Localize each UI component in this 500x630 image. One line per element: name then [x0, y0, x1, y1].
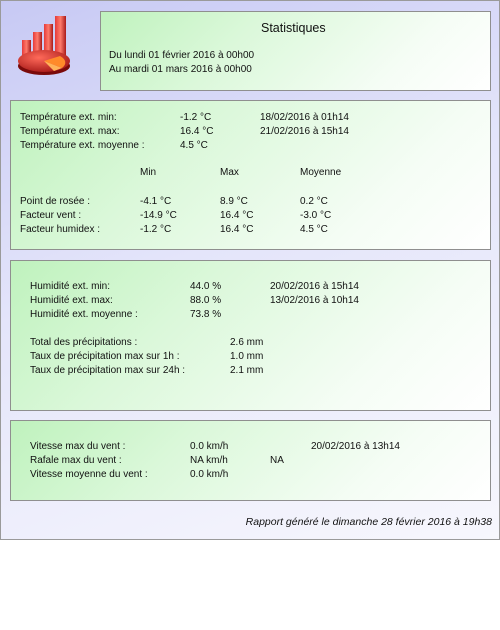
windchill-avg: -3.0 °C [300, 210, 332, 221]
rain-total-value: 2.6 mm [230, 337, 264, 348]
period-from: Du lundi 01 février 2016 à 00h00 [109, 50, 255, 61]
gust-max-label: Rafale max du vent : [30, 455, 122, 466]
col-min-header: Min [140, 167, 157, 178]
hum-max-value: 88.0 % [190, 295, 222, 306]
wind-max-label: Vitesse max du vent : [30, 441, 126, 452]
hum-max-date: 13/02/2016 à 10h14 [270, 295, 359, 306]
hum-avg-label: Humidité ext. moyenne : [30, 309, 138, 320]
temp-min-date: 18/02/2016 à 01h14 [260, 112, 349, 123]
hum-min-date: 20/02/2016 à 15h14 [270, 281, 359, 292]
humidex-max: 16.4 °C [220, 224, 254, 235]
wind-max-value: 0.0 km/h [190, 441, 229, 452]
temp-max-value: 16.4 °C [180, 126, 214, 137]
wind-avg-label: Vitesse moyenne du vent : [30, 469, 148, 480]
period-to: Au mardi 01 mars 2016 à 00h00 [109, 64, 252, 75]
statistics-chart-icon [14, 12, 78, 80]
dewpoint-avg: 0.2 °C [300, 196, 328, 207]
col-max-header: Max [220, 167, 239, 178]
dewpoint-max: 8.9 °C [220, 196, 248, 207]
rain-total-label: Total des précipitations : [30, 337, 138, 348]
rain-rate-1h-label: Taux de précipitation max sur 1h : [30, 351, 180, 362]
report-generated-note: Rapport généré le dimanche 28 février 2016 à 19h38 [245, 516, 492, 528]
wind-avg-value: 0.0 km/h [190, 469, 229, 480]
humidex-label: Facteur humidex : [20, 224, 101, 235]
dewpoint-label: Point de rosée : [20, 196, 91, 207]
rain-rate-24h-value: 2.1 mm [230, 365, 264, 376]
hum-min-label: Humidité ext. min: [30, 281, 111, 292]
gust-max-date: NA [270, 455, 284, 466]
temp-max-date: 21/02/2016 à 15h14 [260, 126, 349, 137]
humidex-min: -1.2 °C [140, 224, 172, 235]
page-title: Statistiques [261, 21, 326, 35]
temp-avg-label: Température ext. moyenne : [20, 140, 145, 151]
windchill-label: Facteur vent : [20, 210, 82, 221]
hum-max-label: Humidité ext. max: [30, 295, 113, 306]
temp-min-value: -1.2 °C [180, 112, 212, 123]
temp-min-label: Température ext. min: [20, 112, 117, 123]
rain-rate-1h-value: 1.0 mm [230, 351, 264, 362]
windchill-max: 16.4 °C [220, 210, 254, 221]
humidex-avg: 4.5 °C [300, 224, 328, 235]
wind-max-date: 20/02/2016 à 13h14 [311, 441, 400, 452]
hum-min-value: 44.0 % [190, 281, 222, 292]
gust-max-value: NA km/h [190, 455, 228, 466]
hum-avg-value: 73.8 % [190, 309, 222, 320]
rain-rate-24h-label: Taux de précipitation max sur 24h : [30, 365, 186, 376]
dewpoint-min: -4.1 °C [140, 196, 172, 207]
windchill-min: -14.9 °C [140, 210, 177, 221]
temp-max-label: Température ext. max: [20, 126, 120, 137]
temp-avg-value: 4.5 °C [180, 140, 208, 151]
col-avg-header: Moyenne [300, 167, 342, 178]
